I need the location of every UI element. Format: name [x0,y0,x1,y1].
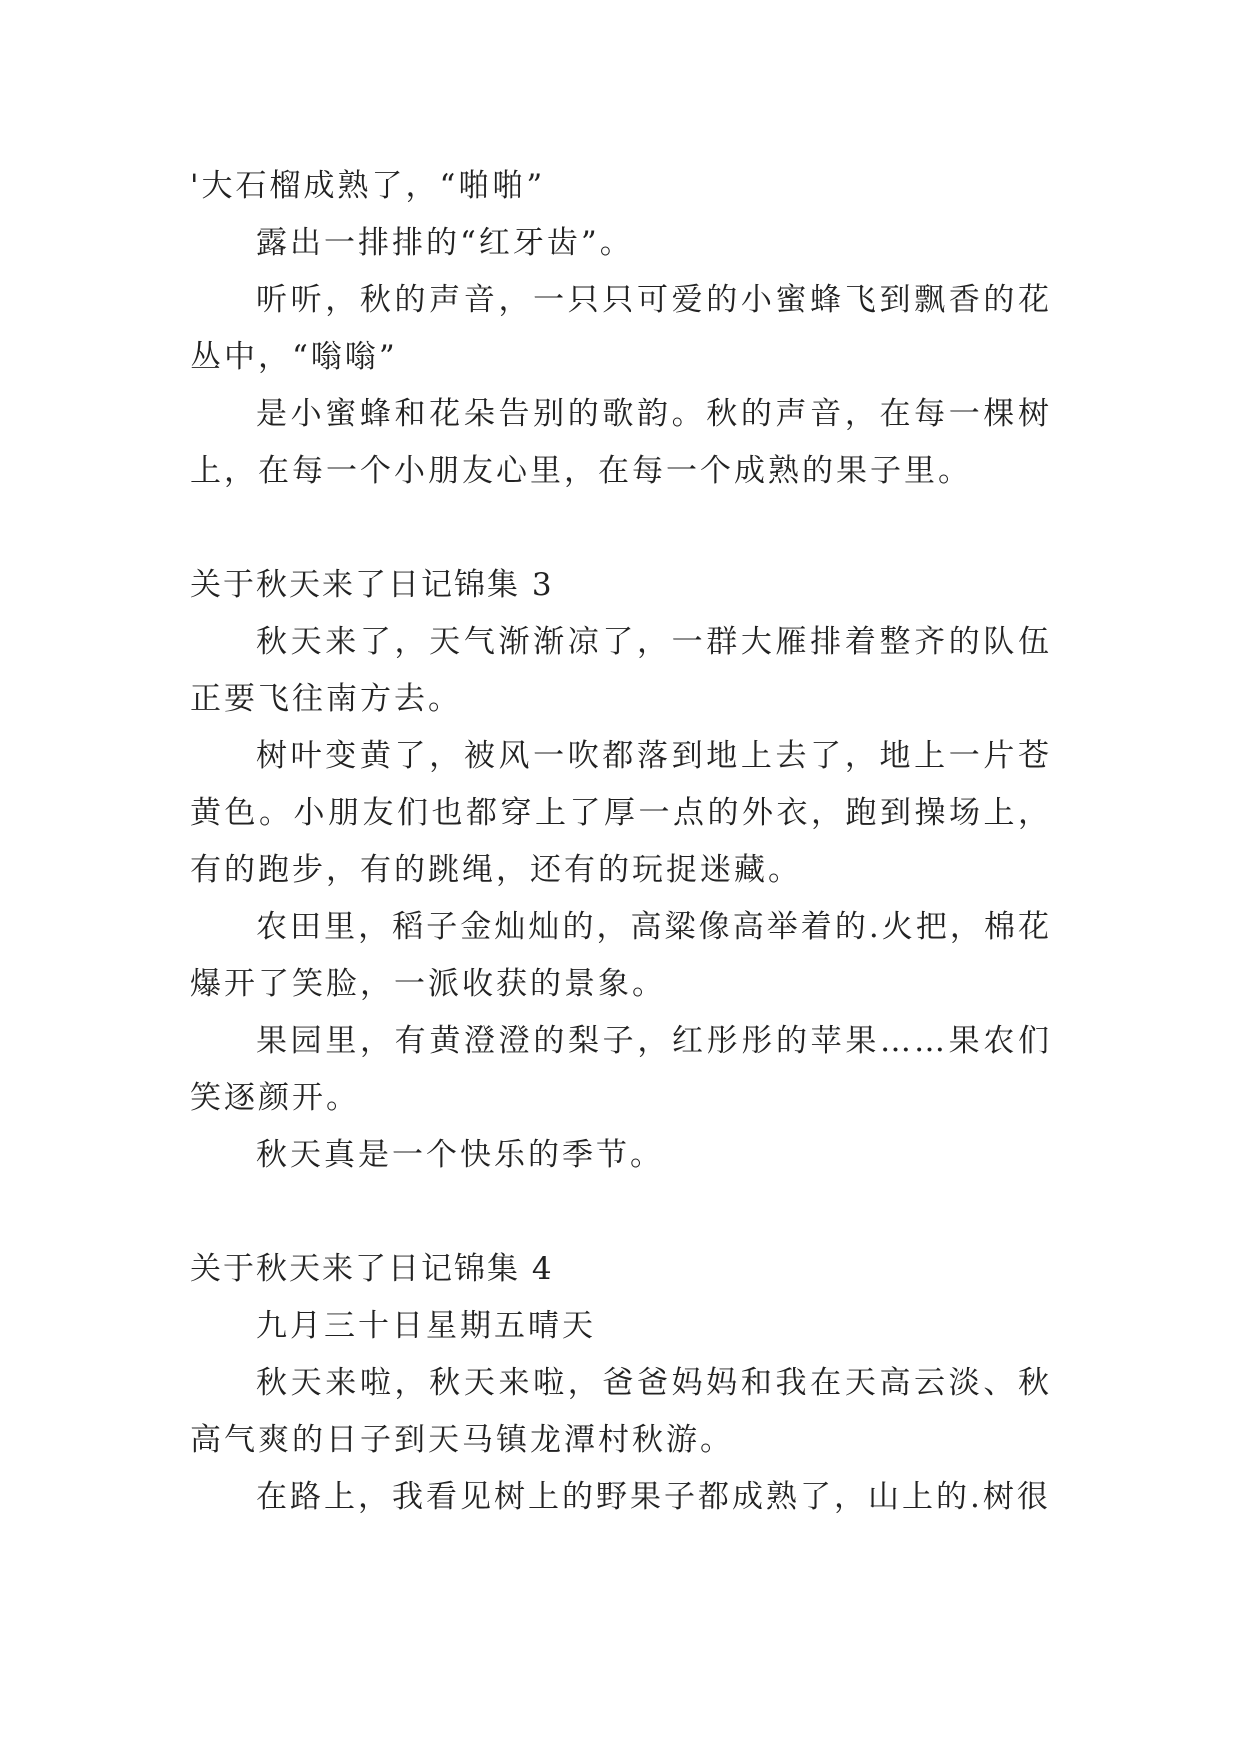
paragraph: 果园里，有黄澄澄的梨子，红彤彤的苹果……果农们笑逐颜开。 [190,1023,1052,1116]
paragraph: 是小蜜蜂和花朵告别的歌韵。秋的声音，在每一棵树上，在每一个小朋友心里，在每一个成熟的果子里。 [190,396,1052,489]
section-heading-4: 关于秋天来了日记锦集 4 [190,1251,554,1287]
paragraph: 听听，秋的声音，一只只可爱的小蜜蜂飞到飘香的花丛中，“嗡嗡” [190,282,1052,375]
paragraph-date: 九月三十日星期五晴天 [256,1308,596,1344]
paragraph: 露出一排排的“红牙齿”。 [256,225,634,261]
section-gap [190,500,1052,557]
paragraph: 农田里，稻子金灿灿的，高粱像高举着的.火把，棉花爆开了笑脸，一派收获的景象。 [190,909,1052,1002]
section-heading-3: 关于秋天来了日记锦集 3 [190,567,554,603]
paragraph: 秋天来啦，秋天来啦，爸爸妈妈和我在天高云淡、秋高气爽的日子到天马镇龙潭村秋游。 [190,1365,1052,1458]
paragraph: 树叶变黄了，被风一吹都落到地上去了，地上一片苍黄色。小朋友们也都穿上了厚一点的外衣，跑到操场上，有的跑步，有的跳绳，还有的玩捉迷藏。 [190,738,1052,888]
document-body [190,158,1052,1526]
paragraph: '大石榴成熟了，“啪啪” [190,168,546,204]
paragraph: 在路上，我看见树上的野果子都成熟了，山上的.树很 [256,1479,1051,1515]
paragraph: 秋天真是一个快乐的季节。 [256,1137,664,1173]
section-gap [190,1184,1052,1241]
paragraph: 秋天来了，天气渐渐凉了，一群大雁排着整齐的队伍正要飞往南方去。 [190,624,1052,717]
